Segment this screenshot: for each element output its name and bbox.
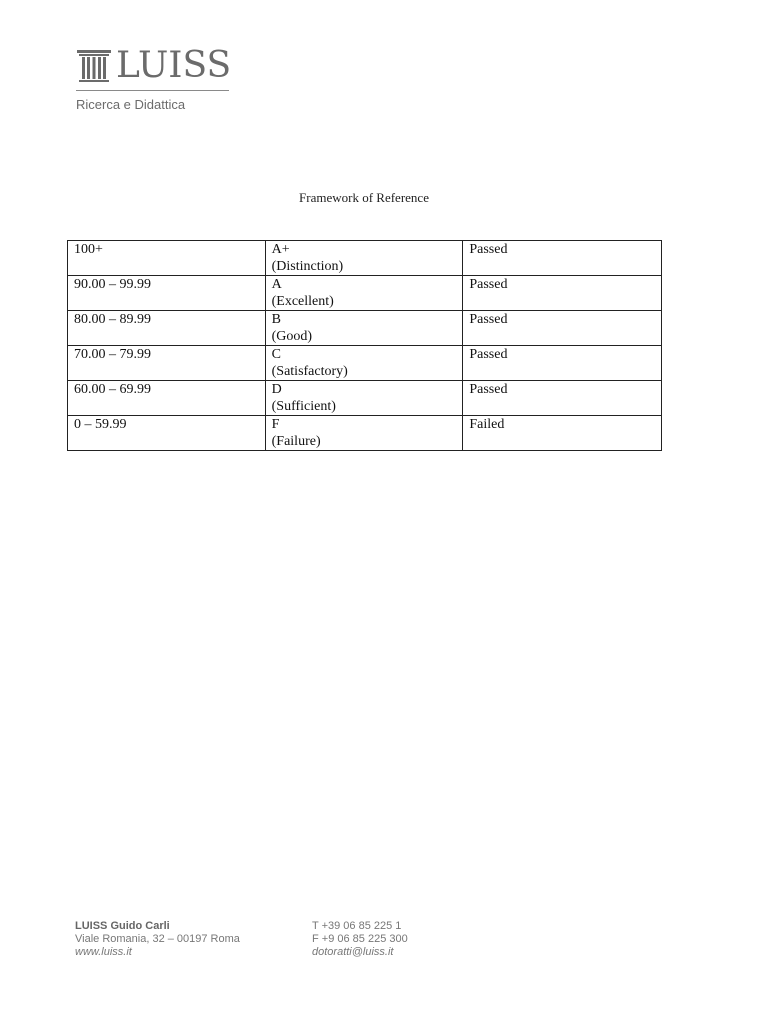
result-cell: Passed	[463, 346, 662, 381]
table-row	[68, 241, 662, 276]
footer-address-block	[75, 920, 240, 959]
table-row	[68, 381, 662, 416]
score-range-cell: 100+	[68, 241, 266, 276]
grade-cell	[265, 381, 463, 416]
table-row	[68, 416, 662, 451]
footer-address: Viale Romania, 32 – 00197 Roma	[75, 933, 240, 945]
result-cell: Passed	[463, 311, 662, 346]
grade-letter: A+	[271, 242, 290, 257]
table-row	[68, 276, 662, 311]
logo-wordmark: LUISS	[116, 45, 232, 86]
table-row	[68, 346, 662, 381]
grade-label: (Good)	[271, 329, 313, 344]
logo-subtitle: Ricerca e Didattica	[76, 97, 186, 112]
score-range-cell: 90.00 – 99.99	[68, 276, 266, 311]
grade-letter: F	[271, 417, 280, 432]
grade-letter: D	[271, 382, 282, 397]
footer-phone: T +39 06 85 225 1	[312, 920, 402, 932]
footer-email-link[interactable]: dotoratti@luiss.it	[312, 946, 394, 958]
grade-cell	[265, 346, 463, 381]
score-range-cell: 80.00 – 89.99	[68, 311, 266, 346]
grade-cell	[265, 416, 463, 451]
grade-label: (Excellent)	[271, 294, 334, 309]
luiss-logo	[76, 44, 232, 112]
grade-cell	[265, 311, 463, 346]
grade-letter: C	[271, 347, 281, 362]
logo-divider	[76, 90, 229, 91]
footer-contact-block	[312, 920, 408, 959]
footer-website-link[interactable]: www.luiss.it	[75, 946, 132, 958]
score-range-cell: 60.00 – 69.99	[68, 381, 266, 416]
grade-label: (Sufficient)	[271, 399, 336, 414]
grade-cell	[265, 276, 463, 311]
logo-mark-row	[76, 44, 232, 84]
footer-org-name: LUISS Guido Carli	[75, 920, 170, 932]
footer-fax: F +9 06 85 225 300	[312, 933, 408, 945]
document-heading: Framework of Reference	[299, 190, 429, 205]
grade-label: (Distinction)	[271, 259, 344, 274]
result-cell: Passed	[463, 381, 662, 416]
result-cell: Failed	[463, 416, 662, 451]
column-icon	[76, 48, 112, 84]
score-range-cell: 0 – 59.99	[68, 416, 266, 451]
grade-table-body	[68, 241, 662, 451]
grade-label: (Failure)	[271, 434, 321, 449]
grade-cell	[265, 241, 463, 276]
grade-letter: A	[271, 277, 282, 292]
score-range-cell: 70.00 – 79.99	[68, 346, 266, 381]
table-row	[68, 311, 662, 346]
result-cell: Passed	[463, 276, 662, 311]
grade-letter: B	[271, 312, 281, 327]
grade-label: (Satisfactory)	[271, 364, 348, 379]
result-cell: Passed	[463, 241, 662, 276]
grade-table	[67, 240, 662, 451]
